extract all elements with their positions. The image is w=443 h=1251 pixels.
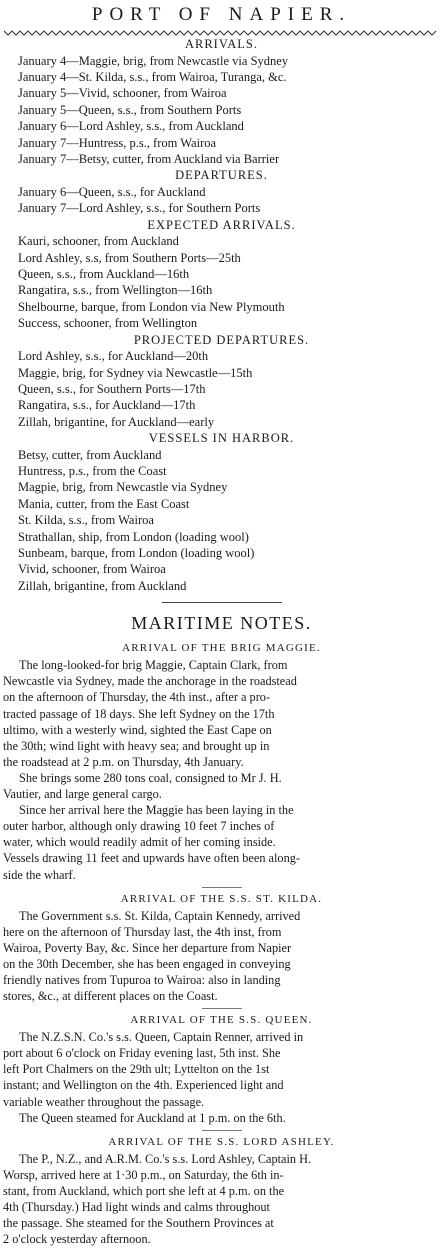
article-divider <box>202 1130 242 1131</box>
list-item: January 5—Vivid, schooner, from Wairoa <box>18 86 227 101</box>
article-divider <box>202 1008 242 1009</box>
paragraph-line: left Port Chalmers on the 29th ult; Lyttelton on the 1st <box>3 1062 270 1077</box>
paragraph-line: stores, &c., at different places on the Coast. <box>3 989 218 1004</box>
paragraph-line: Since her arrival here the Maggie has been laying in the <box>19 803 294 818</box>
list-item: Betsy, cutter, from Auckland <box>18 447 162 462</box>
paragraph-line: ultimo, with a westerly wind, sighted the East Cape on <box>3 722 272 737</box>
paragraph-line: friendly natives from Tupuroa to Wairoa: also in landing <box>3 972 281 987</box>
paragraph-line: on the 30th December, she has been engaged in conveying <box>3 956 291 971</box>
list-item: January 5—Queen, s.s., from Southern Ports <box>18 102 242 117</box>
article-paragraph <box>0 802 443 882</box>
article <box>0 887 443 1005</box>
paragraph-line: the roadstead at 2 p.m. on Thursday, 4th January. <box>3 754 244 769</box>
list-item: Kauri, schooner, from Auckland <box>18 234 179 249</box>
list-item: January 7—Betsy, cutter, from Auckland via Barrier <box>18 151 280 166</box>
paragraph-line: water, which would readily admit of her coming inside. <box>3 835 276 850</box>
list-item: Success, schooner, from Wellington <box>18 316 198 331</box>
article-heading: ARRIVAL OF THE BRIG MAGGIE. <box>122 642 321 655</box>
list-item: Lord Ashley, s.s, from Southern Ports—25th <box>18 250 241 265</box>
list-item: Strathallan, ship, from London (loading wool) <box>18 529 249 544</box>
paragraph-line: variable weather throughout the passage. <box>3 1094 205 1109</box>
section-divider <box>162 602 282 603</box>
paragraph-line: port about 6 o'clock on Friday evening last, 5th inst. She <box>3 1046 281 1061</box>
paragraph-line: instant; and Wellington on the 4th. Experienced light and <box>3 1078 284 1093</box>
entry-list <box>0 184 443 217</box>
paragraph-line: She brings some 280 tons coal, consigned to Mr J. H. <box>19 770 282 785</box>
paragraph-line: stant, from Auckland, which port she left at 4 p.m. on the <box>3 1183 285 1198</box>
paragraph-line: The P., N.Z., and A.R.M. Co.'s s.s. Lord Ashley, Captain H. <box>19 1151 312 1166</box>
list-item: January 7—Lord Ashley, s.s., for Southern Ports <box>18 201 261 216</box>
list-item: St. Kilda, s.s., from Wairoa <box>18 513 154 528</box>
article <box>0 1008 443 1126</box>
list-item: Lord Ashley, s.s., for Auckland—20th <box>18 349 209 364</box>
article-paragraph <box>0 770 443 802</box>
list-item: Mania, cutter, from the East Coast <box>18 496 190 511</box>
article-paragraph <box>0 908 443 1005</box>
section-heading: DEPARTURES. <box>175 168 268 183</box>
shipping-section <box>0 167 443 216</box>
list-item: January 6—Lord Ashley, s.s., from Auckland <box>18 119 244 134</box>
list-item: Vivid, schooner, from Wairoa <box>18 562 166 577</box>
paragraph-line: Newcastle via Sydney, made the anchorage in the roadstead <box>3 674 297 689</box>
article-divider <box>202 887 242 888</box>
section-heading: ARRIVALS. <box>184 37 259 51</box>
paragraph-line: Wairoa, Poverty Bay, &c. Since her departure from Napier <box>3 940 292 955</box>
paragraph-line: The N.Z.S.N. Co.'s s.s. Queen, Captain Renner, arrived in <box>19 1030 304 1045</box>
list-item: Magpie, brig, from Newcastle via Sydney <box>18 480 228 495</box>
article-heading: ARRIVAL OF THE S.S. LORD ASHLEY. <box>108 1135 335 1148</box>
paragraph-line: outer harbor, although only drawing 10 feet 7 inches of <box>3 819 275 834</box>
list-item: January 7—Huntress, p.s., from Wairoa <box>18 135 217 150</box>
paragraph-line: on the afternoon of Thursday, the 4th inst., after a pro- <box>3 690 271 705</box>
entry-list <box>0 53 443 168</box>
list-item: Shelbourne, barque, from London via New Plymouth <box>18 299 285 314</box>
paragraph-line: The long-looked-for brig Maggie, Captain Clark, from <box>19 658 288 673</box>
shipping-sections <box>0 36 443 594</box>
paragraph-line: tracted passage of 18 days. She left Sydney on the 17th <box>3 706 275 721</box>
paragraph-line: the passage. She steamed for the Southern Provinces at <box>3 1216 274 1231</box>
list-item: Rangatira, s.s., for Auckland—17th <box>18 398 196 413</box>
paragraph-line: The Government s.s. St. Kilda, Captain Kennedy, arrived <box>19 908 301 923</box>
paragraph-line: The Queen steamed for Auckland at 1 p.m. on the 6th. <box>19 1110 286 1125</box>
list-item: Queen, s.s., from Auckland—16th <box>18 266 190 281</box>
entry-list <box>0 447 443 595</box>
list-item: Maggie, brig, for Sydney via Newcastle—15th <box>18 365 253 380</box>
article-paragraph <box>0 1151 443 1248</box>
paragraph-line: the 30th; wind light with heavy sea; and brought up in <box>3 738 270 753</box>
article <box>0 1130 443 1248</box>
list-item: Sunbeam, barque, from London (loading wool) <box>18 546 255 561</box>
paragraph-line: side the wharf. <box>3 867 76 882</box>
paragraph-line: here on the afternoon of Thursday last, the 4th inst, from <box>3 924 282 939</box>
entry-list <box>0 233 443 331</box>
list-item: Zillah, brigantine, for Auckland—early <box>18 414 215 429</box>
paragraph-line: Vautier, and large general cargo. <box>3 787 162 802</box>
list-item: Rangatira, s.s., from Wellington—16th <box>18 283 213 298</box>
list-item: Huntress, p.s., from the Coast <box>18 464 167 479</box>
article-paragraph <box>0 1029 443 1109</box>
section-heading: PROJECTED DEPARTURES. <box>133 332 310 347</box>
paragraph-line: 4th (Thursday.) Had light winds and calms throughout <box>3 1200 270 1214</box>
maritime-notes-title: MARITIME NOTES. <box>131 613 312 634</box>
list-item: January 6—Queen, s.s., for Auckland <box>18 184 206 199</box>
paragraph-line: Vessels drawing 11 feet and upwards have often been along- <box>3 851 300 866</box>
list-item: January 4—St. Kilda, s.s., from Wairoa, Turanga, &c. <box>18 69 287 84</box>
section-heading: EXPECTED ARRIVALS. <box>147 217 296 232</box>
shipping-section <box>0 332 443 431</box>
article <box>0 639 443 882</box>
article-heading: ARRIVAL OF THE S.S. QUEEN. <box>130 1014 313 1027</box>
entry-list <box>0 348 443 430</box>
shipping-section <box>0 430 443 594</box>
paragraph-line: Worsp, arrived here at 1·30 p.m., on Saturday, the 6th in- <box>3 1167 284 1182</box>
masthead-title: PORT OF NAPIER. <box>91 4 352 25</box>
paragraph-line: 2 o'clock yesterday afternoon. <box>3 1232 151 1247</box>
list-item: January 4—Maggie, brig, from Newcastle via Sydney <box>18 53 289 68</box>
maritime-notes-articles <box>0 639 443 1247</box>
list-item: Queen, s.s., for Southern Ports—17th <box>18 381 206 396</box>
article-paragraph <box>0 657 443 770</box>
shipping-section <box>0 217 443 332</box>
shipping-section <box>0 36 443 167</box>
list-item: Zillah, brigantine, from Auckland <box>18 578 187 593</box>
article-heading: ARRIVAL OF THE S.S. ST. KILDA. <box>120 892 323 905</box>
article-paragraph <box>0 1110 443 1126</box>
section-heading: VESSELS IN HARBOR. <box>148 431 295 446</box>
